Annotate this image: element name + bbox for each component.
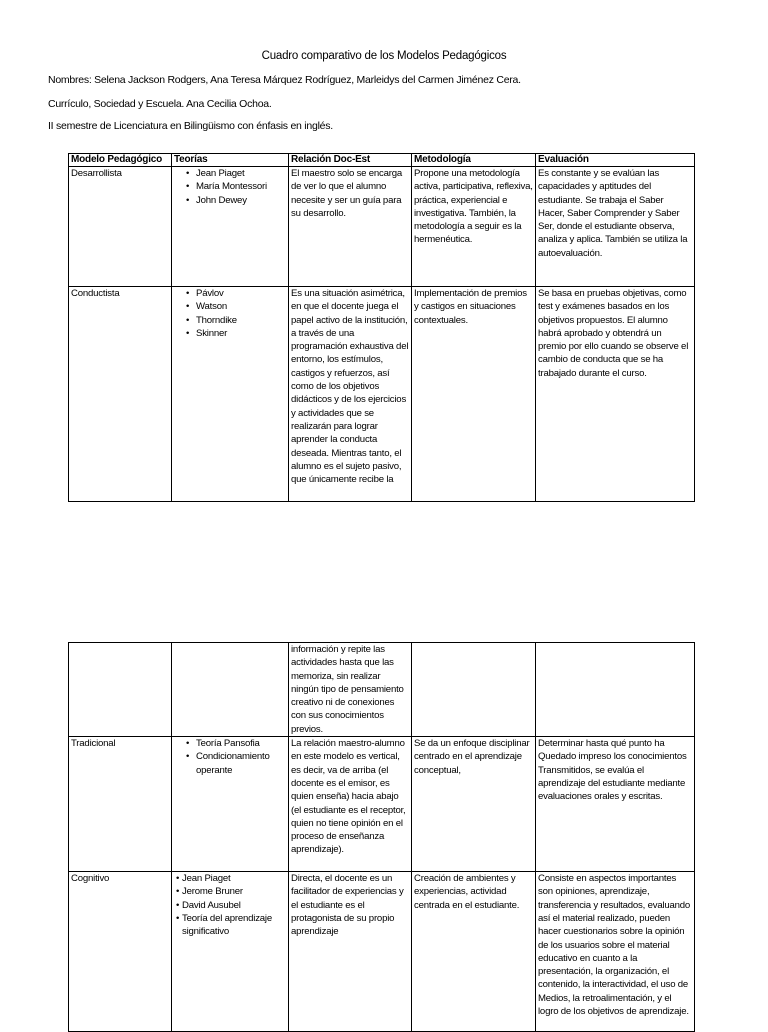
theories-cell [172, 167, 289, 287]
theory-item: • Teoría del aprendizaje significativo [176, 912, 286, 939]
theory-item: • David Ausubel [176, 899, 286, 912]
model-cell: Tradicional [69, 737, 172, 872]
methodology-cell: Implementación de premios y castigos en situaciones contextuales. [412, 287, 536, 502]
theories-cell [172, 872, 289, 1032]
course-line: Currículo, Sociedad y Escuela. Ana Cecilia Ochoa. [48, 98, 272, 110]
relation-cell: Directa, el docente es un facilitador de experiencias y el estudiante es el protagonista de su propio aprendizaje [289, 872, 412, 1032]
evaluation-cell: Consiste en aspectos importantes son opiniones, aprendizaje, transferencia y resultados, evaluando así el material realizado, pueden hacer cuestionarios sobre la opinión de los usuarios sobre el material educativo en cuanto a la presentación, la organización, el contenido, la interactividad, el uso de Medios, la retroalimentación, y el logro de los objetivos de aprendizaje. [536, 872, 695, 1032]
methodology-cell: Se da un enfoque disciplinar centrado en el aprendizaje conceptual, [412, 737, 536, 872]
table-row [69, 737, 695, 872]
table-row-continuation [69, 643, 695, 737]
comparison-table-page-2 [68, 642, 695, 1032]
theory-item: • Condicionamiento operante [186, 750, 286, 777]
model-cell: Cognitivo [69, 872, 172, 1032]
table-header-row [69, 154, 695, 167]
theory-item: • Jerome Bruner [176, 885, 286, 898]
theory-item: • Thorndike [186, 314, 286, 327]
relation-cell: La relación maestro-alumno en este modelo es vertical, es decir, va de arriba (el docente es el emisor, es quien enseña) hacia abajo (el estudiante es el receptor, quien no tiene opinión en el proceso de enseñanza aprendizaje). [289, 737, 412, 872]
evaluation-cell: Se basa en pruebas objetivas, como test y exámenes basados en los objetivos propuestos. El alumno habrá aprobado y obtendrá un premio por ello cuando se observe el cambio de conducta que se ha trabajado durante el curso. [536, 287, 695, 502]
theory-item: • Teoría Pansofia [186, 737, 286, 750]
table-row [69, 167, 695, 287]
theory-item: • John Dewey [186, 194, 286, 207]
evaluation-cell: Determinar hasta qué punto ha Quedado impreso los conocimientos Transmitidos, se evalúa el aprendizaje del estudiante mediante evaluaciones orales y escritas. [536, 737, 695, 872]
author-names: Nombres: Selena Jackson Rodgers, Ana Teresa Márquez Rodríguez, Marleidys del Carmen Jiménez Cera. [48, 74, 521, 86]
model-cell: Conductista [69, 287, 172, 502]
column-header: Modelo Pedagógico [69, 154, 172, 167]
methodology-cell: Creación de ambientes y experiencias, actividad centrada en el estudiante. [412, 872, 536, 1032]
comparison-table-page-1 [68, 153, 695, 502]
theory-item: • Pávlov [186, 287, 286, 300]
theory-item: • Watson [186, 300, 286, 313]
column-header: Metodología [412, 154, 536, 167]
relation-cell-continued: información y repite las actividades hasta que las memoriza, sin realizar ningún tipo de pensamiento creativo ni de conexiones con sus conocimientos previos. [289, 643, 412, 737]
theory-item: • Jean Piaget [176, 872, 286, 885]
methodology-cell: Propone una metodología activa, participativa, reflexiva, práctica, experiencial e investigativa. También, la metodología a seguir es la hermenéutica. [412, 167, 536, 287]
model-cell: Desarrollista [69, 167, 172, 287]
evaluation-cell: Es constante y se evalúan las capacidades y aptitudes del estudiante. Se trabaja el Saber Hacer, Saber Comprender y Saber Ser, donde el estudiante observa, analiza y aplica. También se utiliza la autoevaluación. [536, 167, 695, 287]
relation-cell: Es una situación asimétrica, en que el docente juega el papel activo de la institución, a través de una programación exhaustiva del entorno, los estímulos, castigos y refuerzos, así como de los objetivos didácticos y de los ejercicios y actividades que se realizarán para lograr aprender la conducta deseada. Mientras tanto, el alumno es el sujeto pasivo, que únicamente recibe la [289, 287, 412, 502]
semester-line: II semestre de Licenciatura en Bilingüismo con énfasis en inglés. [48, 120, 333, 132]
theories-cell [172, 287, 289, 502]
document-title: Cuadro comparativo de los Modelos Pedagógicos [261, 50, 507, 62]
column-header: Evaluación [536, 154, 695, 167]
theory-item: • Skinner [186, 327, 286, 340]
column-header: Relación Doc-Est [289, 154, 412, 167]
relation-cell: El maestro solo se encarga de ver lo que el alumno necesite y ser un guía para su desarrollo. [289, 167, 412, 287]
table-row [69, 287, 695, 502]
theories-cell [172, 737, 289, 872]
column-header: Teorías [172, 154, 289, 167]
table-row [69, 872, 695, 1032]
theory-item: • María Montessori [186, 180, 286, 193]
theory-item: • Jean Piaget [186, 167, 286, 180]
